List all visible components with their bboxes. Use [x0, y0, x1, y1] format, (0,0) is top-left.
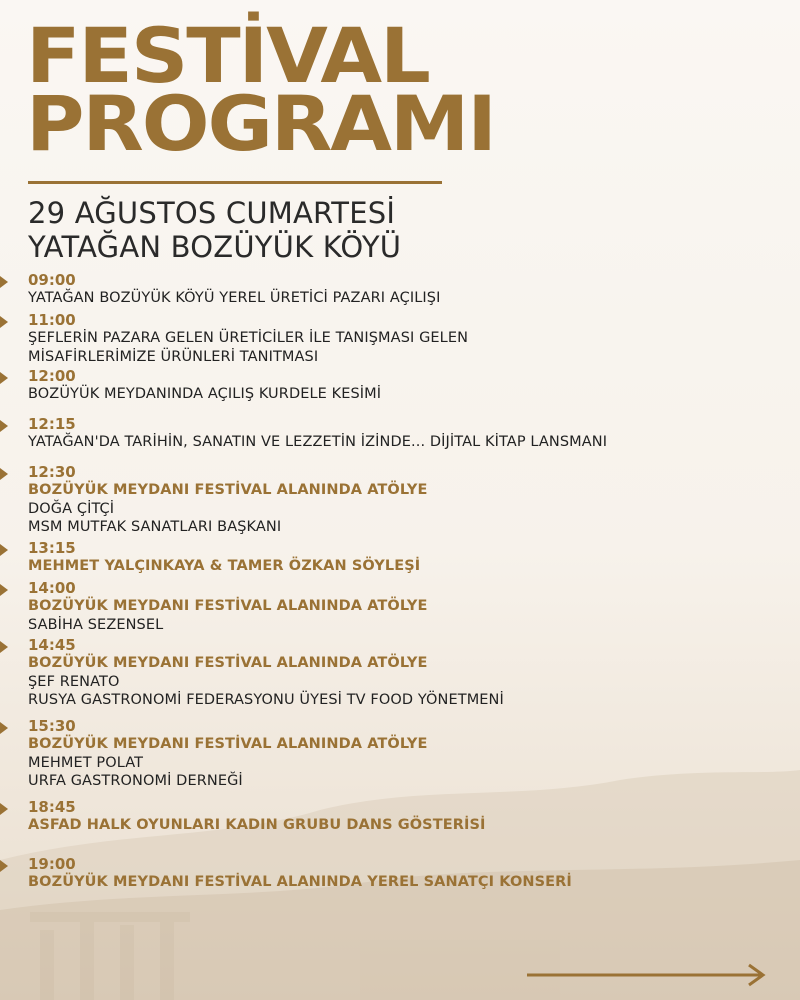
schedule-time: 09:00 [28, 271, 76, 289]
schedule-detail: MİSAFİRLERİMİZE ÜRÜNLERİ TANITMASI [28, 348, 319, 365]
schedule-detail: DOĞA ÇİTÇİ [28, 500, 115, 517]
schedule-headline: BOZÜYÜK MEYDANI FESTİVAL ALANINDA ATÖLYE [28, 736, 428, 752]
schedule-detail: ŞEF RENATO [28, 673, 120, 690]
schedule-item [28, 271, 440, 308]
schedule-item [28, 463, 428, 537]
page-title [26, 11, 495, 168]
schedule-item [28, 798, 486, 835]
schedule-time: 15:30 [28, 717, 76, 735]
schedule-headline: ASFAD HALK OYUNLARI KADIN GRUBU DANS GÖSTERİSİ [28, 817, 486, 833]
schedule-time: 13:15 [28, 539, 76, 557]
schedule-headline: MEHMET YALÇINKAYA & TAMER ÖZKAN SÖYLEŞİ [28, 558, 421, 574]
schedule-detail: ŞEFLERİN PAZARA GELEN ÜRETİCİLER İLE TANIŞMASI GELEN [28, 330, 469, 346]
schedule-headline: BOZÜYÜK MEYDANI FESTİVAL ALANINDA ATÖLYE [28, 482, 428, 498]
schedule-detail: URFA GASTRONOMİ DERNEĞİ [28, 773, 243, 789]
schedule-item [28, 415, 607, 452]
triangle-marker-icon [0, 372, 8, 384]
schedule-item [28, 539, 420, 576]
schedule-detail: YATAĞAN BOZÜYÜK KÖYÜ YEREL ÜRETİCİ PAZARI AÇILIŞI [28, 290, 441, 306]
schedule-item [28, 311, 468, 366]
schedule-time: 14:45 [28, 636, 76, 654]
title-line-2: PROGRAMI [26, 79, 495, 168]
schedule-time: 19:00 [28, 855, 76, 873]
schedule-item [28, 579, 428, 634]
schedule-detail: YATAĞAN'DA TARİHİN, SANATIN VE LEZZETİN İZİNDE... DİJİTAL KİTAP LANSMANI [28, 434, 608, 450]
triangle-marker-icon [0, 860, 8, 872]
subtitle-date: 29 AĞUSTOS CUMARTESİ [28, 196, 396, 230]
schedule-item [28, 636, 504, 710]
schedule-item [28, 367, 381, 404]
triangle-marker-icon [0, 722, 8, 734]
triangle-marker-icon [0, 544, 8, 556]
schedule-headline: BOZÜYÜK MEYDANI FESTİVAL ALANINDA YEREL SANATÇI KONSERİ [28, 874, 572, 890]
schedule-headline: BOZÜYÜK MEYDANI FESTİVAL ALANINDA ATÖLYE [28, 655, 428, 671]
title-divider [28, 181, 442, 184]
schedule-detail: RUSYA GASTRONOMİ FEDERASYONU ÜYESİ TV FOOD YÖNETMENİ [28, 692, 504, 708]
schedule-time: 11:00 [28, 311, 76, 329]
schedule-time: 14:00 [28, 579, 76, 597]
arrow-right-icon[interactable] [527, 962, 767, 988]
triangle-marker-icon [0, 641, 8, 653]
title-line-1: FESTİVAL [26, 11, 429, 100]
schedule-detail: MEHMET POLAT [28, 754, 144, 771]
schedule-time: 18:45 [28, 798, 76, 816]
triangle-marker-icon [0, 468, 8, 480]
triangle-marker-icon [0, 420, 8, 432]
schedule-time: 12:00 [28, 367, 76, 385]
subtitle-location: YATAĞAN BOZÜYÜK KÖYÜ [28, 230, 402, 264]
schedule-detail: BOZÜYÜK MEYDANINDA AÇILIŞ KURDELE KESİMİ [28, 386, 382, 402]
schedule-time: 12:30 [28, 463, 76, 481]
schedule-detail: MSM MUTFAK SANATLARI BAŞKANI [28, 519, 282, 535]
triangle-marker-icon [0, 803, 8, 815]
schedule-detail: SABİHA SEZENSEL [28, 616, 164, 633]
schedule-headline: BOZÜYÜK MEYDANI FESTİVAL ALANINDA ATÖLYE [28, 598, 428, 614]
triangle-marker-icon [0, 276, 8, 288]
schedule-time: 12:15 [28, 415, 76, 433]
schedule-item [28, 855, 572, 892]
schedule-item [28, 717, 428, 791]
triangle-marker-icon [0, 316, 8, 328]
triangle-marker-icon [0, 584, 8, 596]
subtitle [28, 196, 401, 264]
